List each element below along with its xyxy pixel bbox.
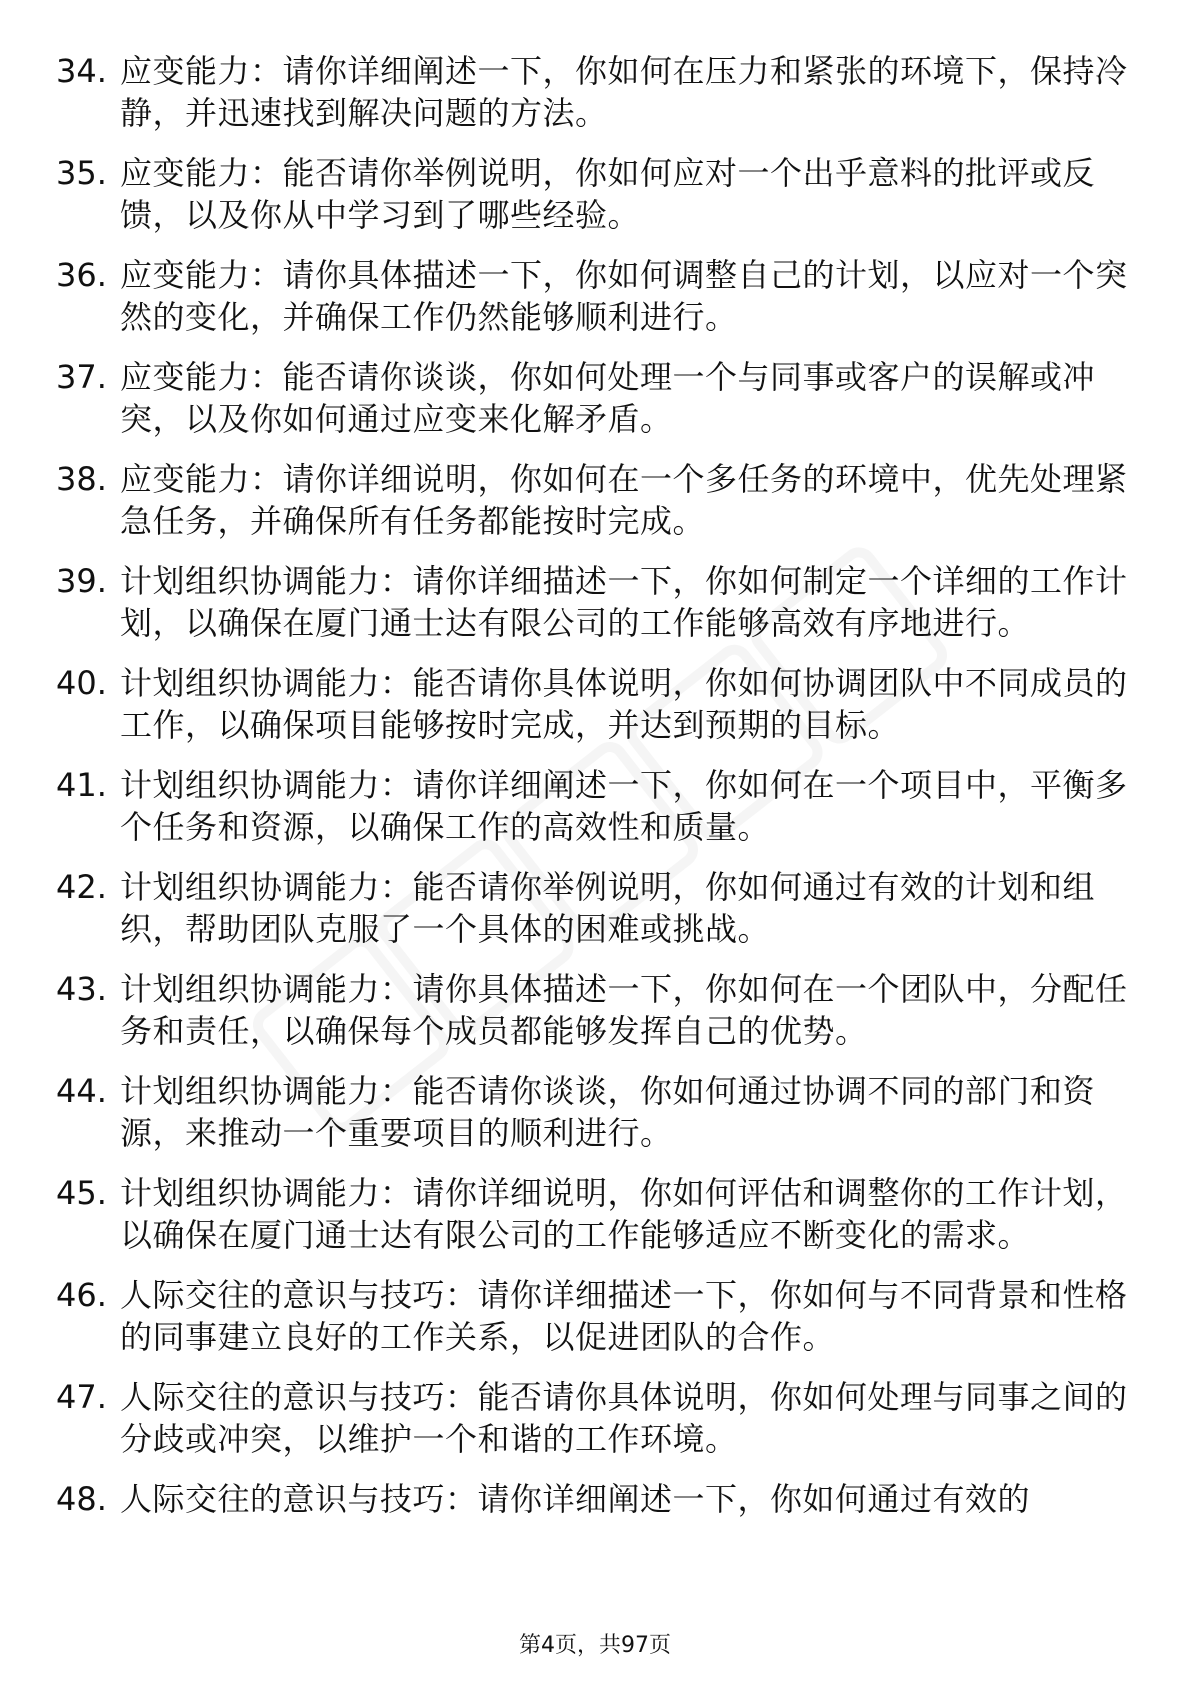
question-text: 计划组织协调能力：请你具体描述一下，你如何在一个团队中，分配任务和责任，以确保每个成员都能够发挥自己的优势。 bbox=[120, 970, 1128, 1050]
question-number: 47. bbox=[56, 1378, 107, 1416]
question-item bbox=[56, 1376, 1136, 1460]
question-text: 计划组织协调能力：请你详细阐述一下，你如何在一个项目中，平衡多个任务和资源，以确保工作的高效性和质量。 bbox=[120, 766, 1128, 846]
question-item bbox=[56, 152, 1136, 236]
question-number: 48. bbox=[56, 1480, 107, 1518]
question-number: 38. bbox=[56, 460, 107, 498]
question-number: 44. bbox=[56, 1072, 107, 1110]
question-number: 37. bbox=[56, 358, 107, 396]
question-number: 40. bbox=[56, 664, 107, 702]
question-text: 应变能力：请你详细说明，你如何在一个多任务的环境中，优先处理紧急任务，并确保所有任务都能按时完成。 bbox=[120, 460, 1128, 540]
question-item bbox=[56, 1274, 1136, 1358]
question-number: 39. bbox=[56, 562, 107, 600]
question-item bbox=[56, 866, 1136, 950]
question-item bbox=[56, 1478, 1136, 1520]
question-number: 43. bbox=[56, 970, 107, 1008]
question-item bbox=[56, 764, 1136, 848]
question-item bbox=[56, 968, 1136, 1052]
question-text: 人际交往的意识与技巧：请你详细描述一下，你如何与不同背景和性格的同事建立良好的工作关系，以促进团队的合作。 bbox=[120, 1276, 1128, 1356]
question-text: 计划组织协调能力：请你详细描述一下，你如何制定一个详细的工作计划，以确保在厦门通士达有限公司的工作能够高效有序地进行。 bbox=[120, 562, 1128, 642]
question-text: 应变能力：请你详细阐述一下，你如何在压力和紧张的环境下，保持冷静，并迅速找到解决问题的方法。 bbox=[120, 52, 1128, 132]
question-text: 计划组织协调能力：能否请你具体说明，你如何协调团队中不同成员的工作，以确保项目能够按时完成，并达到预期的目标。 bbox=[120, 664, 1128, 744]
question-number: 42. bbox=[56, 868, 107, 906]
question-text: 人际交往的意识与技巧：请你详细阐述一下，你如何通过有效的 bbox=[120, 1480, 1031, 1518]
question-number: 46. bbox=[56, 1276, 107, 1314]
question-number: 41. bbox=[56, 766, 107, 804]
page-footer: 第4页，共97页 bbox=[519, 1633, 671, 1658]
question-item bbox=[56, 356, 1136, 440]
question-number: 36. bbox=[56, 256, 107, 294]
question-text: 计划组织协调能力：能否请你谈谈，你如何通过协调不同的部门和资源，来推动一个重要项目的顺利进行。 bbox=[120, 1072, 1096, 1152]
question-text: 计划组织协调能力：请你详细说明，你如何评估和调整你的工作计划，以确保在厦门通士达有限公司的工作能够适应不断变化的需求。 bbox=[120, 1174, 1128, 1254]
question-list bbox=[56, 50, 1136, 1538]
question-text: 应变能力：请你具体描述一下，你如何调整自己的计划，以应对一个突然的变化，并确保工作仍然能够顺利进行。 bbox=[120, 256, 1128, 336]
question-text: 计划组织协调能力：能否请你举例说明，你如何通过有效的计划和组织，帮助团队克服了一个具体的困难或挑战。 bbox=[120, 868, 1096, 948]
question-number: 45. bbox=[56, 1174, 107, 1212]
question-text: 应变能力：能否请你谈谈，你如何处理一个与同事或客户的误解或冲突，以及你如何通过应变来化解矛盾。 bbox=[120, 358, 1096, 438]
question-number: 35. bbox=[56, 154, 107, 192]
question-item bbox=[56, 560, 1136, 644]
question-item bbox=[56, 50, 1136, 134]
question-item bbox=[56, 1070, 1136, 1154]
question-text: 人际交往的意识与技巧：能否请你具体说明，你如何处理与同事之间的分歧或冲突，以维护一个和谐的工作环境。 bbox=[120, 1378, 1128, 1458]
question-item bbox=[56, 1172, 1136, 1256]
question-item bbox=[56, 254, 1136, 338]
question-text: 应变能力：能否请你举例说明，你如何应对一个出乎意料的批评或反馈，以及你从中学习到了哪些经验。 bbox=[120, 154, 1096, 234]
question-item bbox=[56, 662, 1136, 746]
question-item bbox=[56, 458, 1136, 542]
question-number: 34. bbox=[56, 52, 107, 90]
